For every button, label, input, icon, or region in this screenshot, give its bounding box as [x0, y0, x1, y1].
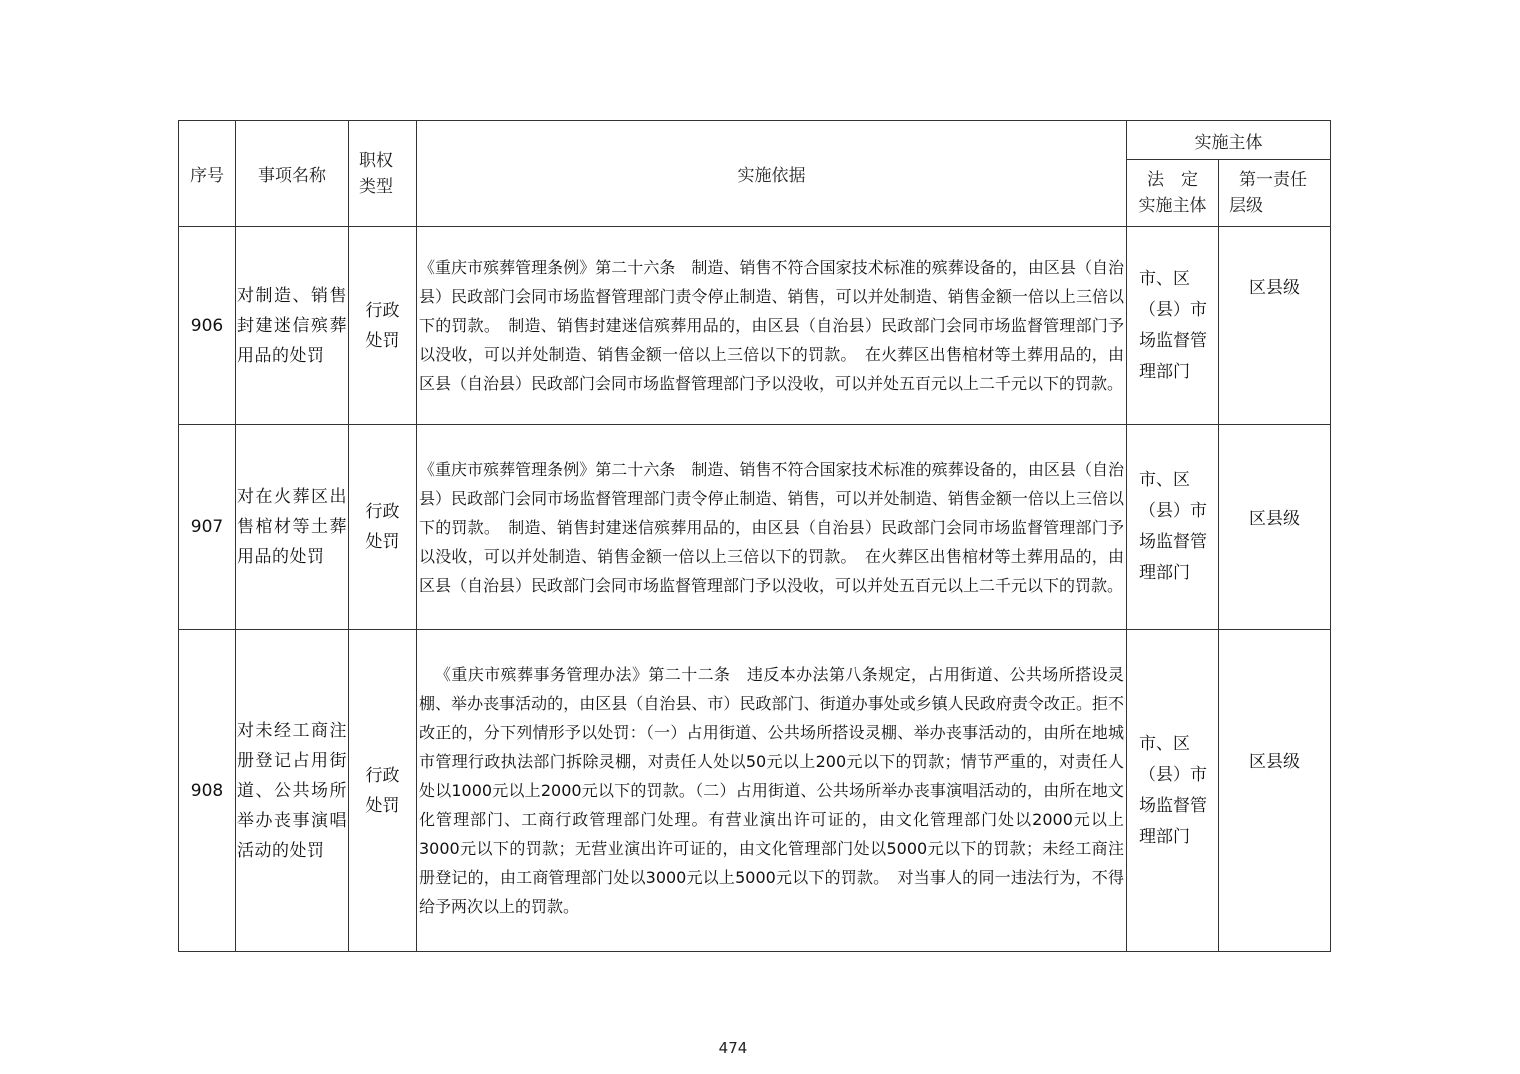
row-implementing-body: 市、区（县）市场监督管理部门: [1127, 630, 1219, 952]
page-number: 474: [718, 1039, 748, 1057]
header-authority-type-line2: 类型: [359, 176, 393, 197]
row-authority-type: 行政处罚: [349, 630, 417, 952]
row-serial-number: 908: [179, 630, 236, 952]
row-implementing-body: 市、区（县）市场监督管理部门: [1127, 425, 1219, 630]
header-serial-number: 序号: [179, 121, 236, 227]
row-responsibility-level: 区县级: [1219, 425, 1331, 630]
header-row-1: [179, 121, 1331, 160]
header-responsibility-level: [1219, 160, 1331, 227]
header-legal-body-line2: 实施主体: [1138, 196, 1207, 216]
row-authority-type: 行政处罚: [349, 425, 417, 630]
enforcement-items-table: [178, 120, 1331, 952]
header-implementing-body: 实施主体: [1127, 121, 1331, 160]
row-serial-number: 906: [179, 227, 236, 425]
row-serial-number: 907: [179, 425, 236, 630]
row-item-name: 对在火葬区出售棺材等土葬用品的处罚: [236, 425, 349, 630]
row-responsibility-level: 区县级: [1219, 630, 1331, 952]
row-responsibility-level: 区县级: [1219, 227, 1331, 425]
header-item-name: 事项名称: [236, 121, 349, 227]
row-item-name: 对制造、销售封建迷信殡葬用品的处罚: [236, 227, 349, 425]
header-responsibility-level-line2: 层级: [1229, 196, 1263, 216]
header-legal-body: [1127, 160, 1219, 227]
row-implementing-body: 市、区（县）市场监督管理部门: [1127, 227, 1219, 425]
row-authority-type: 行政处罚: [349, 227, 417, 425]
header-legal-body-line1: 法 定: [1147, 170, 1198, 190]
row-item-name: 对未经工商注册登记占用街道、公共场所举办丧事演唱活动的处罚: [236, 630, 349, 952]
header-authority-type: [349, 121, 417, 227]
table-row: [179, 630, 1331, 952]
row-legal-basis: 《重庆市殡葬管理条例》第二十六条 制造、销售不符合国家技术标准的殡葬设备的，由区县（自治县）民政部门会同市场监督管理部门责令停止制造、销售，可以并处制造、销售金额一倍以上三倍以下的罚款。 制造、销售封建迷信殡葬用品的，由区县（自治县）民政部门会同市场监督管理部门予以没收，可以并处制造、销售金额一倍以上三倍以下的罚款。 在火葬区出售棺材等土葬用品的，由区县（自治县）民政部门会同市场监督管理部门予以没收，可以并处五百元以上二千元以下的罚款。: [417, 425, 1127, 630]
table-row: [179, 425, 1331, 630]
row-legal-basis: 《重庆市殡葬管理条例》第二十六条 制造、销售不符合国家技术标准的殡葬设备的，由区县（自治县）民政部门会同市场监督管理部门责令停止制造、销售，可以并处制造、销售金额一倍以上三倍以下的罚款。 制造、销售封建迷信殡葬用品的，由区县（自治县）民政部门会同市场监督管理部门予以没收，可以并处制造、销售金额一倍以上三倍以下的罚款。 在火葬区出售棺材等土葬用品的，由区县（自治县）民政部门会同市场监督管理部门予以没收，可以并处五百元以上二千元以下的罚款。: [417, 227, 1127, 425]
header-authority-type-line1: 职权: [359, 150, 393, 171]
table-row: [179, 227, 1331, 425]
header-responsibility-level-line1: 第一责任: [1239, 170, 1307, 190]
row-legal-basis: 《重庆市殡葬事务管理办法》第二十二条 违反本办法第八条规定，占用街道、公共场所搭设灵棚、举办丧事活动的，由区县（自治县、市）民政部门、街道办事处或乡镇人民政府责令改正。拒不改正的，分下列情形予以处罚：（一）占用街道、公共场所搭设灵棚、举办丧事活动的，由所在地城市管理行政执法部门拆除灵棚，对责任人处以50元以上200元以下的罚款；情节严重的，对责任人处以1000元以上2000元以下的罚款。（二）占用街道、公共场所举办丧事演唱活动的，由所在地文化管理部门、工商行政管理部门处理。有营业演出许可证的，由文化管理部门处以2000元以上3000元以下的罚款；无营业演出许可证的，由文化管理部门处以5000元以下的罚款；未经工商注册登记的，由工商管理部门处以3000元以上5000元以下的罚款。 对当事人的同一违法行为，不得给予两次以上的罚款。: [417, 630, 1127, 952]
header-legal-basis: 实施依据: [417, 121, 1127, 227]
